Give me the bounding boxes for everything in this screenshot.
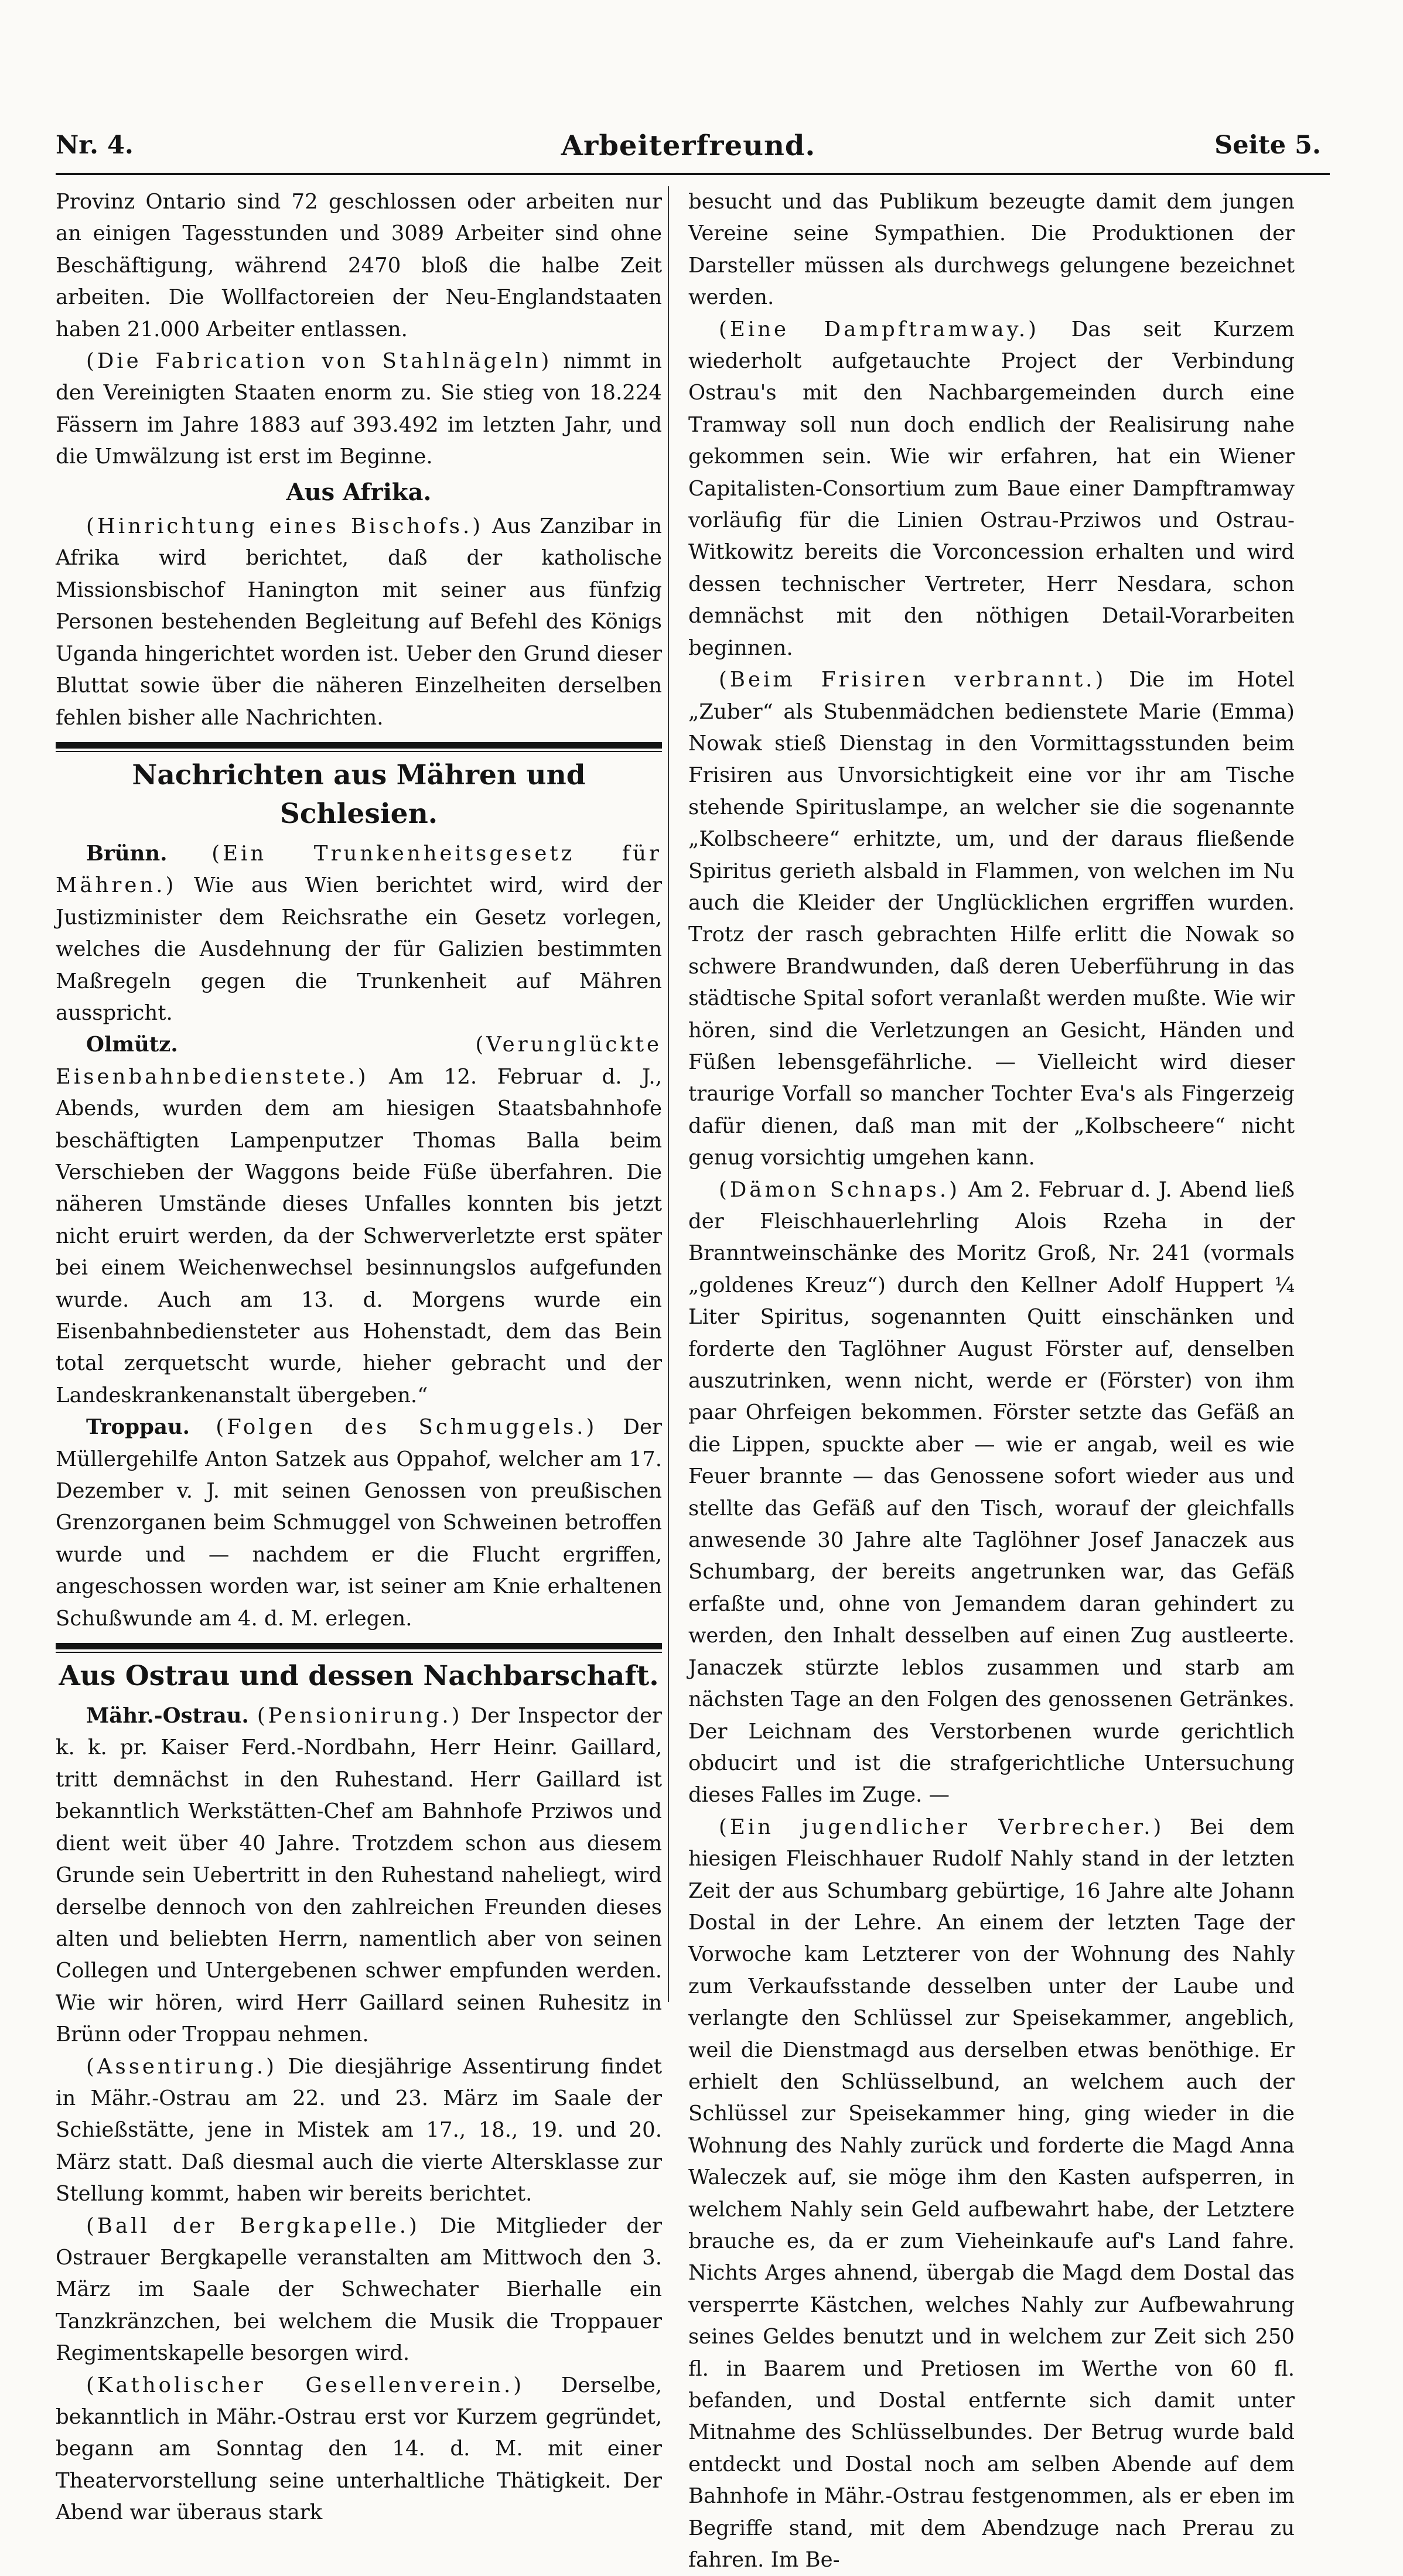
article-title: (Ein Trunkenheitsgesetz für Mähren.) bbox=[56, 841, 662, 898]
article-title: (Katholischer Gesellenverein.) bbox=[86, 2373, 525, 2397]
article-title: (Folgen des Schmuggels.) bbox=[216, 1415, 598, 1440]
left-column bbox=[56, 186, 663, 2525]
page-header bbox=[56, 120, 1321, 161]
article-title: (Ball der Bergkapelle.) bbox=[86, 2213, 420, 2238]
column-divider bbox=[668, 186, 669, 2002]
article-title: (Eine Dampftramway.) bbox=[719, 317, 1040, 341]
place-name: Brünn. bbox=[86, 841, 168, 866]
section-rule bbox=[56, 1635, 662, 1656]
header-rule bbox=[56, 173, 1330, 175]
place-name: Olmütz. bbox=[86, 1033, 178, 1057]
article-title: (Dämon Schnaps.) bbox=[719, 1177, 961, 1202]
section-rule bbox=[56, 734, 662, 755]
article-title: (Beim Frisiren verbrannt.) bbox=[719, 668, 1107, 692]
article-frisiren: (Beim Frisiren verbrannt.) Die im Hotel „Zuber“ als Stubenmädchen bedienstete Marie (Emma) Nowak stieß Dienstag in den Vormittagsstunden beim Frisiren aus Unvorsichtigkeit eine vor ihr am Tische stehende Spirituslampe, an welcher sie die sogenannte „Kolbscheere“ erhitzte, um, und der daraus fließende Spiritus gerieth alsbald in Flammen, von welchen im Nu auch die Kleider der Unglücklichen ergriffen wurden. Trotz der rasch gebrachten Hilfe erlitt die Nowak so schwere Brandwunden, daß deren Ueberführung in das städtische Spital sofort veranlaßt werden mußte. Wie wir hören, sind die Verletzungen an Gesicht, Händen und Füßen lebensgefährliche. — Vielleicht wird dieser traurige Vorfall so mancher Tochter Eva's als Fingerzeig dafür dienen, daß man mit der „Kolbscheere“ nicht genug vorsichtig umgehen kann. bbox=[688, 668, 1295, 1170]
article-dampftramway: (Eine Dampftramway.) Das seit Kurzem wiederholt aufgetauchte Project der Verbindung Ostrau's mit den Nachbargemeinden durch eine Tramway soll nun doch endlich der Realisirung nahe gekommen sein. Wie wir erfahren, hat ein Wiener Capitalisten-Consortium zum Baue einer Dampftramway vorläufig für die Linien Ostrau-Prziwos und Ostrau-Witkowitz bereits die Vorconcession erhalten und wird dessen technischer Vertreter, Herr Nesdara, schon demnächst mit den nöthigen Detail-Vorarbeiten beginnen. bbox=[688, 317, 1295, 660]
newspaper-title: Arbeiterfreund. bbox=[561, 129, 816, 162]
section-title-maehren: Nachrichten aus Mähren und Schlesien. bbox=[132, 759, 586, 830]
article-ontario: Provinz Ontario sind 72 geschlossen oder arbeiten nur an einigen Tagesstunden und 3089 Arbeiter sind ohne Beschäftigung, während 2470 bloß die halbe Zeit arbeiten. Die Wollfactoreien der Neu-Englandstaaten haben 21.000 Arbeiter entlassen. bbox=[56, 190, 662, 341]
section-title-ostrau: Aus Ostrau und dessen Nachbarschaft. bbox=[59, 1660, 659, 1693]
article-schnaps: (Dämon Schnaps.) Am 2. Februar d. J. Abend ließ der Fleischhauerlehrling Alois Rzeha in der Branntweinschänke des Moritz Groß, Nr. 241 (vormals „goldenes Kreuz“) durch den Kellner Adolf Huppert ¼ Liter Spiritus, sogenannten Quitt einschänken und forderte den Taglöhner August Förster auf, denselben auszutrinken, wenn nicht, werde er (Förster) von ihm paar Ohrfeigen bekommen. Förster setzte das Gefäß an die Lippen, spuckte aber — wie er angab, weil es wie Feuer brannte — das Genossene sofort wieder aus und stellte das Gefäß auf den Tisch, worauf der gleichfalls anwesende 30 Jahre alte Taglöhner Josef Janaczek aus Schumbarg, der bereits angetrunken war, das Gefäß erfaßte und, ohne von Jemandem daran gehindert zu werden, den Inhalt desselben auf einen Zug austleerte. Janaczek stürzte leblos zusammen und starb am nächsten Tage an den Folgen des genossenen Getränkes. Der Leichnam des Verstorbenen wurde gerichtlich obducirt und ist die strafgerichtliche Untersuchung dieses Falles im Zuge. — bbox=[688, 1177, 1295, 1808]
article-bischof: (Hinrichtung eines Bischofs.) Aus Zanzibar in Afrika wird berichtet, daß der katholische Missionsbischof Hanington mit seiner aus fünfzig Personen bestehenden Begleitung auf Befehl des Königs Uganda hingerichtet worden ist. Ueber den Grund dieser Bluttat sowie über die näheren Einzelheiten derselben fehlen bisher alle Nachrichten. bbox=[56, 514, 663, 730]
article-title: (Assentirung.) bbox=[86, 2054, 277, 2079]
place-name: Mähr.-Ostrau. bbox=[86, 1704, 249, 1728]
place-name: Troppau. bbox=[86, 1415, 190, 1440]
article-troppau: Troppau. (Folgen des Schmuggels.) Der Müllergehilfe Anton Satzek aus Oppahof, welcher am 17. Dezember v. J. mit seinen Genossen von preußischen Grenzorganen beim Schmuggel von Schweinen betroffen wurde und — nachdem er die Flucht ergriffen, angeschossen worden war, ist seiner am Knie erhaltenen Schußwunde am 4. d. M. erlegen. bbox=[56, 1415, 662, 1631]
article-pensionirung: Mähr.-Ostrau. (Pensionirung.) Der Inspector der k. k. pr. Kaiser Ferd.-Nordbahn, Herr Heinr. Gaillard, tritt demnächst in den Ruhestand. Herr Gaillard ist bekanntlich Werkstätten-Chef am Bahnhofe Prziwos und dient weit über 40 Jahre. Trotzdem schon aus diesem Grunde sein Uebertritt in den Ruhestand naheliegt, wird derselbe dennoch von den zahlreichen Freunden dieses alten und beliebten Herrn, namentlich aber von seinen Collegen und Untergebenen schwer empfunden werden. Wie wir hören, wird Herr Gaillard seinen Ruhesitz in Brünn oder Troppau nehmen. bbox=[56, 1704, 662, 2047]
article-gesellenverein: (Katholischer Gesellenverein.) Derselbe, bekanntlich in Mähr.-Ostrau erst vor Kurzem gegründet, begann am Sonntag den 14. d. M. mit einer Theatervorstellung seine unterhaltliche Thätigkeit. Der Abend war überaus stark bbox=[56, 2373, 662, 2525]
page-number: Seite 5. bbox=[1214, 131, 1321, 160]
article-title: (Die Fabrication von Stahlnägeln) bbox=[86, 349, 552, 374]
issue-number: Nr. 4. bbox=[56, 131, 134, 160]
article-assentirung: (Assentirung.) Die diesjährige Assentirung findet in Mähr.-Ostrau am 22. und 23. März im Saale der Schießstätte, jene in Mistek am 17., 18., 19. und 20. März statt. Daß diesmal auch die vierte Altersklasse zur Stellung kommt, haben wir bereits berichtet. bbox=[56, 2054, 662, 2206]
article-bergkapelle: (Ball der Bergkapelle.) Die Mitglieder der Ostrauer Bergkapelle veranstalten am Mittwoch den 3. März im Saale der Schwechater Bierhalle ein Tanzkränzchen, bei welchem die Musik die Troppauer Regimentskapelle besorgen wird. bbox=[56, 2213, 663, 2366]
article-verbrecher: (Ein jugendlicher Verbrecher.) Bei dem hiesigen Fleischhauer Rudolf Nahly stand in der letzten Zeit der aus Schumbarg gebürtige, 16 Jahre alte Johann Dostal in der Lehre. An einem der letzten Tage der Vorwoche kam Letzterer von der Wohnung des Nahly zum Verkaufsstande desselben unter der Laube und verlangte den Schlüssel zur Speisekammer, angeblich, weil die Dienstmagd aus derselben etwas benöthige. Er erhielt den Schlüsselbund, an welchem auch der Schlüssel zur Speisekammer hing, ging wieder in die Wohnung des Nahly zurück und forderte die Magd Anna Waleczek auf, sie möge ihm den Kasten aufsperren, in welchem Nahly sein Geld aufbewahrt habe, der Letztere brauche es, da er zum Vieheinkaufe auf's Land fahre. Nichts Arges ahnend, übergab die Magd dem Dostal das versperrte Kästchen, welches Nahly zur Aufbewahrung seines Geldes benutzt und in welchem zur Zeit sich 250 fl. in Baarem und Pretiosen im Werthe von 60 fl. befanden, und Dostal entfernte sich damit unter Mitnahme des Schlüsselbundes. Der Betrug wurde bald entdeckt und Dostal noch am selben Abende auf dem Bahnhofe in Mähr.-Ostrau festgenommen, als er eben im Begriffe stand, mit dem Abendzuge nach Prerau zu fahren. Im Be- bbox=[688, 1815, 1295, 2572]
section-heading-afrika: Aus Afrika. bbox=[286, 478, 432, 506]
article-stahlnaegel: (Die Fabrication von Stahlnägeln) nimmt in den Vereinigten Staaten enorm zu. Sie stieg von 18.224 Fässern im Jahre 1883 auf 393.492 im letzten Jahr, und die Umwälzung ist erst im Beginne. bbox=[56, 349, 662, 469]
article-olmuetz: Olmütz. (Verunglückte Eisenbahnbedienstete.) Am 12. Februar d. J., Abends, wurden dem am hiesigen Staatsbahnhofe beschäftigten Lampenputzer Thomas Balla beim Verschieben der Waggons beide Füße überfahren. Die näheren Umstände dieses Unfalles konnten bis jetzt nicht eruirt werden, da der Schwerverletzte erst später bei einem Weichenwechsel besinnungslos aufgefunden wurde. Auch am 13. d. Morgens wurde ein Eisenbahnbediensteter aus Hohenstadt, dem das Bein total zerquetscht wurde, hieher gebracht und der Landeskrankenanstalt übergeben.“ bbox=[56, 1033, 662, 1407]
article-title: (Verunglückte Eisenbahnbedienstete.) bbox=[56, 1033, 662, 1089]
article-title: (Ein jugendlicher Verbrecher.) bbox=[719, 1815, 1165, 1839]
article-bruenn: Brünn. (Ein Trunkenheitsgesetz für Mähren.) Wie aus Wien berichtet wird, wird der Justizminister dem Reichsrathe ein Gesetz vorlegen, welches die Ausdehnung der für Galizien bestimmten Maßregeln gegen die Trunkenheit auf Mähren ausspricht. bbox=[56, 841, 662, 1025]
article-continuation: besucht und das Publikum bezeugte damit dem jungen Vereine seine Sympathien. Die Produktionen der Darsteller müssen als durchwegs gelungene bezeichnet werden. bbox=[688, 190, 1295, 310]
article-title: (Hinrichtung eines Bischofs.) bbox=[86, 514, 484, 539]
article-title: (Pensionirung.) bbox=[257, 1704, 463, 1728]
right-column bbox=[688, 186, 1295, 2572]
